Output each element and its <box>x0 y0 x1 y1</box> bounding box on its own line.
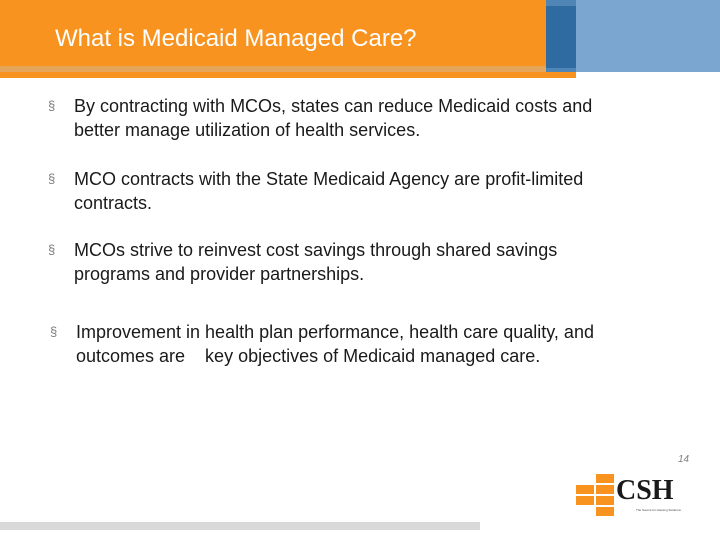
bullet-item <box>48 238 588 286</box>
bullet-marker: § <box>50 324 58 339</box>
title-bar-accent <box>0 66 546 72</box>
bullet-text: MCO contracts with the State Medicaid Agency are profit-limited contracts. <box>74 169 584 213</box>
page-number: 14 <box>678 454 690 465</box>
bullet-marker: § <box>48 242 56 257</box>
bullet-text: Improvement in health plan performance, health care quality, and outcomes are key objectives of Medicaid managed care. <box>76 322 599 366</box>
slide-title: What is Medicaid Managed Care? <box>55 25 417 52</box>
bullet-item <box>48 94 608 142</box>
bullet-marker: § <box>48 171 56 186</box>
bullet-item <box>48 167 628 215</box>
logo-tagline: The Source for Housing Solutions <box>636 508 681 512</box>
footer-bar <box>0 522 480 530</box>
bullet-text: MCOs strive to reinvest cost savings through shared savings programs and provider partnerships. <box>74 240 558 284</box>
corner-block-strip <box>546 6 576 68</box>
logo-squares-icon <box>574 474 614 518</box>
bullet-marker: § <box>48 98 56 113</box>
csh-logo <box>574 474 684 520</box>
bullet-item <box>50 320 650 368</box>
logo-wordmark: CSH <box>616 475 674 506</box>
bullet-text: By contracting with MCOs, states can reduce Medicaid costs and better manage utilization of health services. <box>74 96 593 140</box>
corner-block-light <box>576 0 720 72</box>
